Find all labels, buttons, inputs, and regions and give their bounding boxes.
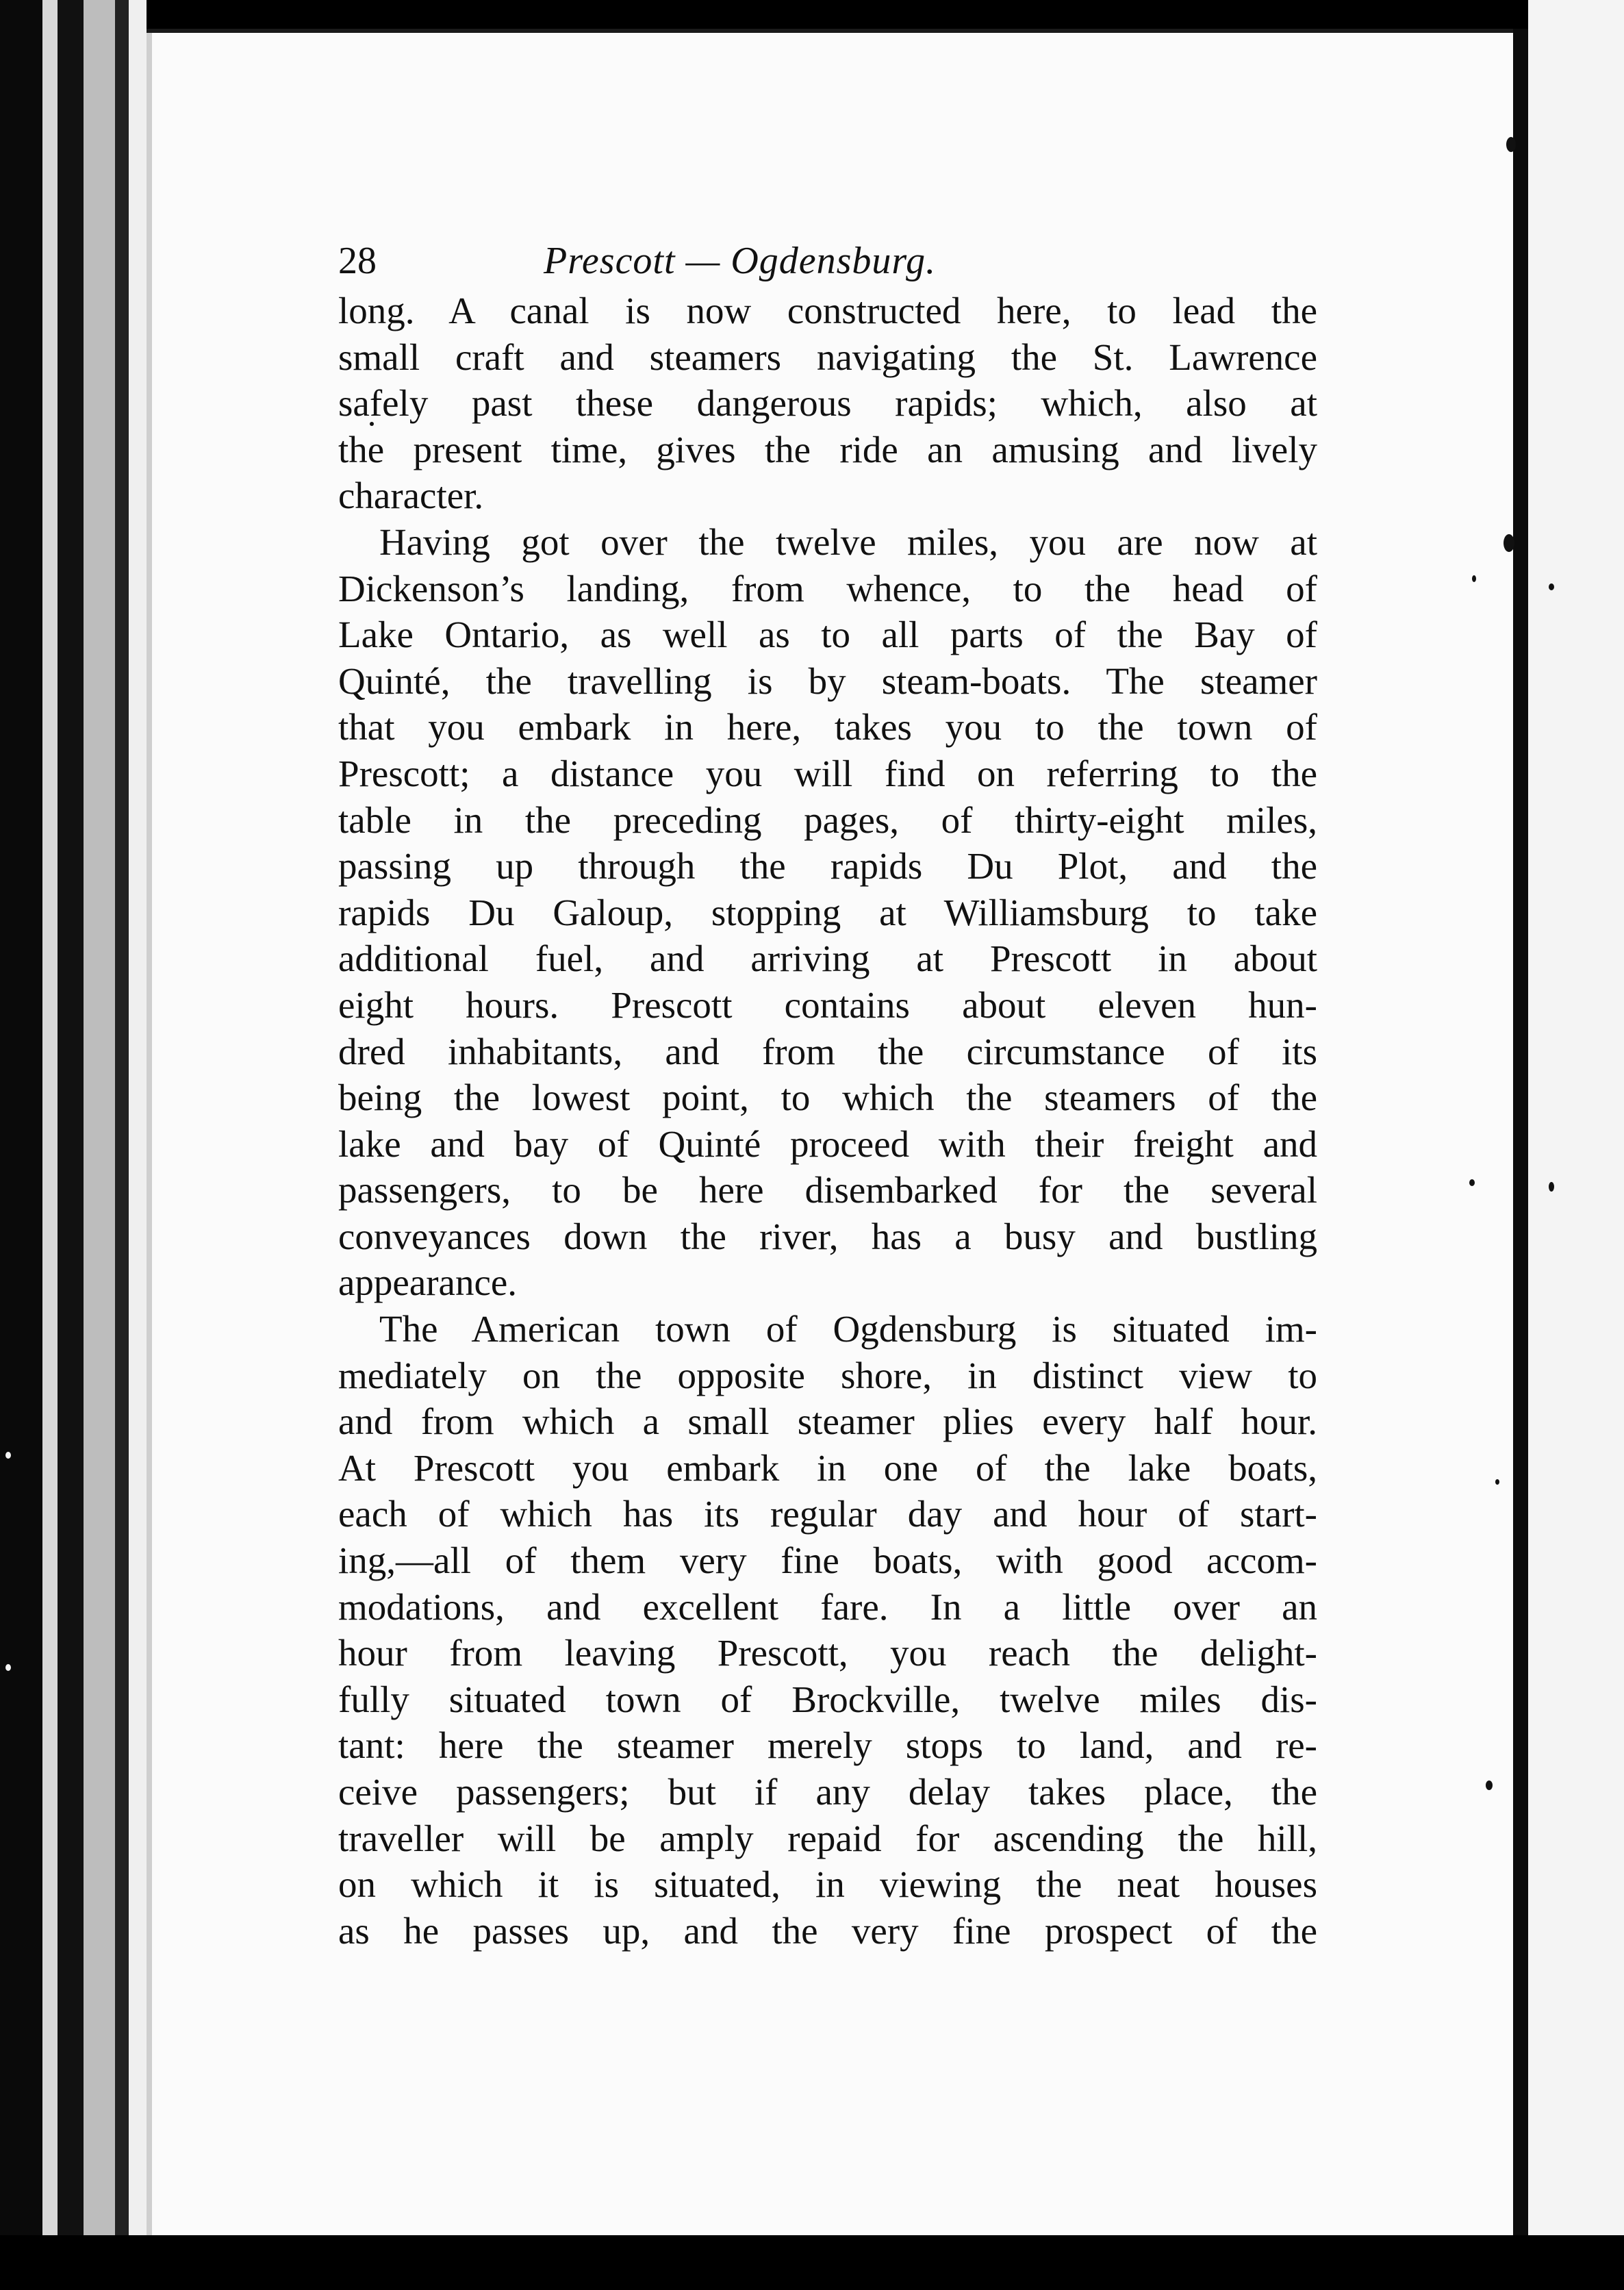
running-title: Prescott — Ogdensburg. [544, 240, 937, 282]
text-line: fully situated town of Brockville, twelve miles dis- [338, 1678, 1317, 1720]
text-line: tant: here the steamer merely stops to land, and re- [338, 1724, 1317, 1767]
text-line: Lake Ontario, as well as to all parts of the Bay of [338, 614, 1317, 656]
scan-speck [1495, 1479, 1499, 1485]
binding-edge [84, 0, 115, 2290]
text-line: The American town of Ogdensburg is situated im- [379, 1308, 1317, 1350]
text-line: each of which has its regular day and hour of start- [338, 1493, 1317, 1535]
scan-speck [1486, 1781, 1493, 1790]
text-line: ceive passengers; but if any delay takes place, the [338, 1771, 1317, 1813]
binding-edge [129, 0, 147, 2290]
text-line: being the lowest point, to which the steamers of the [338, 1077, 1317, 1119]
text-line: additional fuel, and arriving at Prescott in about [338, 938, 1317, 980]
binding-edge [115, 0, 129, 2290]
text-line: table in the preceding pages, of thirty-eight miles, [338, 798, 1317, 841]
text-line: as he passes up, and the very fine prospect of the [338, 1909, 1317, 1952]
text-line: safely past these dangerous rapids; which, also at [338, 382, 1317, 425]
scan-speck [1506, 137, 1516, 152]
running-head [338, 234, 1317, 288]
text-line: Having got over the twelve miles, you are now at [379, 520, 1317, 563]
text-line: dred inhabitants, and from the circumstance of its [338, 1030, 1317, 1072]
text-line: passengers, to be here disembarked for the several [338, 1169, 1317, 1211]
scan-border [0, 2235, 1624, 2290]
scan-speck [5, 1452, 11, 1459]
paragraph [338, 288, 1317, 519]
page-edge-rule [1513, 29, 1528, 2248]
page-text [338, 234, 1317, 1954]
text-line: Dickenson’s landing, from whence, to the head of [338, 567, 1317, 609]
text-line: that you embark in here, takes you to the town of [338, 706, 1317, 748]
text-line: mediately on the opposite shore, in distinct view to [338, 1354, 1317, 1396]
text-line: passing up through the rapids Du Plot, and the [338, 845, 1317, 888]
text-line: on which it is situated, in viewing the neat houses [338, 1863, 1317, 1906]
binding-edge [58, 0, 84, 2290]
text-line: rapids Du Galoup, stopping at Williamsburg to take [338, 891, 1317, 933]
adjacent-leaf [1528, 0, 1624, 2290]
text-line: conveyances down the river, has a busy and bustling [338, 1215, 1317, 1257]
text-line: character. [338, 475, 484, 517]
text-line: the present time, gives the ride an amusing and lively [338, 428, 1317, 470]
scan-speck [1504, 534, 1514, 552]
binding-edge [0, 0, 42, 2290]
text-line: hour from leaving Prescott, you reach the delight- [338, 1632, 1317, 1674]
text-line: long. A canal is now constructed here, to lead the [338, 290, 1317, 331]
text-line: traveller will be amply repaid for ascending the hill, [338, 1817, 1317, 1859]
scan-speck [1549, 583, 1554, 590]
paragraph [338, 1306, 1317, 1954]
text-line: small craft and steamers navigating the St. Lawrence [338, 336, 1317, 378]
page-number: 28 [338, 240, 377, 282]
scan-speck [1549, 1182, 1554, 1192]
text-line: modations, and excellent fare. In a little over an [338, 1585, 1317, 1628]
text-line: Prescott; a distance you will find on referring to the [338, 752, 1317, 794]
text-line: Quinté, the travelling is by steam-boats. The steamer [338, 659, 1317, 702]
text-line: appearance. [338, 1261, 518, 1304]
scan-speck [1472, 575, 1476, 582]
text-line: lake and bay of Quinté proceed with their freight and [338, 1122, 1317, 1165]
text-line: At Prescott you embark in one of the lake boats, [338, 1446, 1317, 1489]
text-line: ing,—all of them very fine boats, with good accom- [338, 1539, 1317, 1582]
text-line: and from which a small steamer plies every half hour. [338, 1400, 1317, 1443]
scan-speck [5, 1664, 11, 1671]
scan-speck [1469, 1179, 1475, 1186]
paragraph [338, 519, 1317, 1306]
text-line: eight hours. Prescott contains about eleven hun- [338, 983, 1317, 1026]
binding-edge [42, 0, 58, 2290]
